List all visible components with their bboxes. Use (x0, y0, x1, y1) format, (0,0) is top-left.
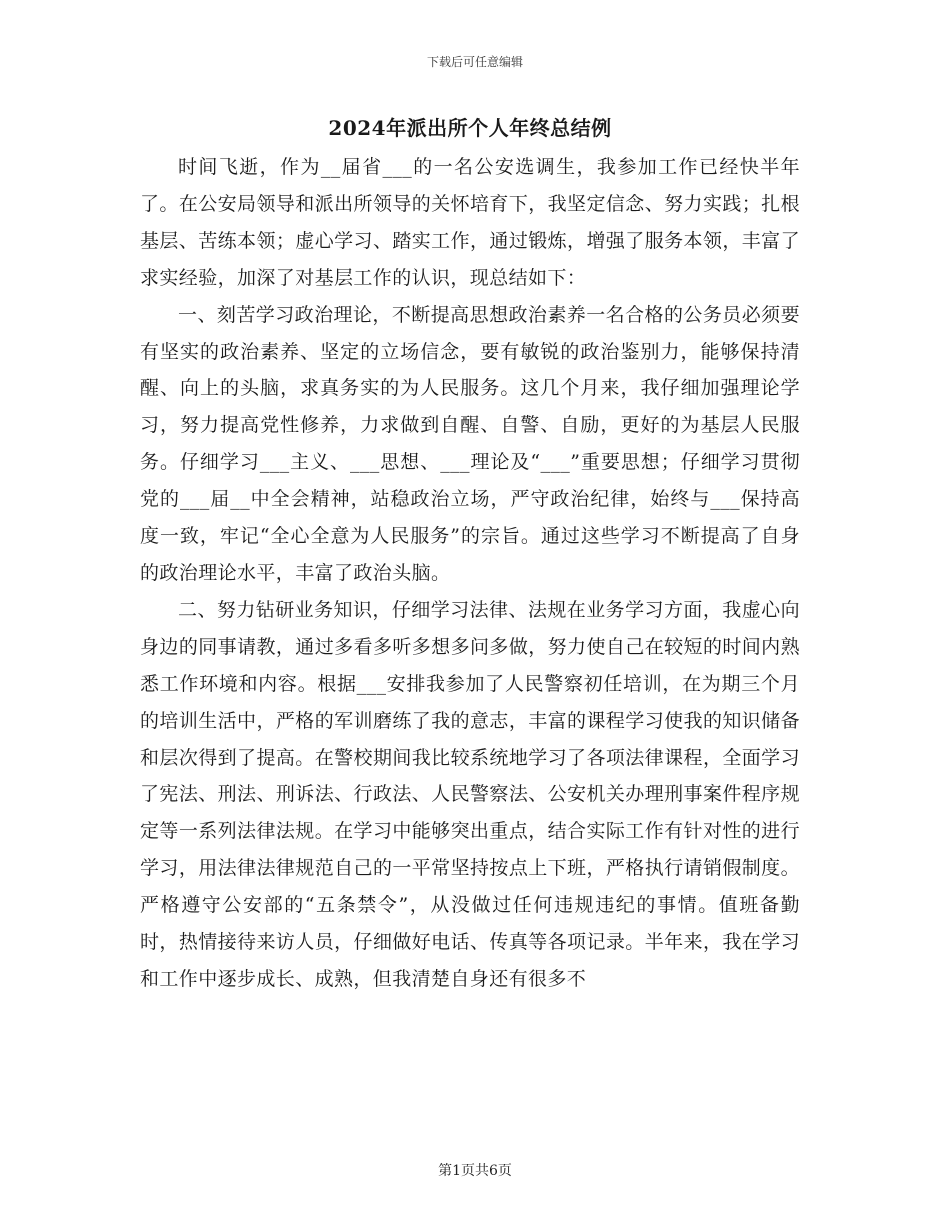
paragraph-intro: 时间飞逝，作为__届省___的一名公安选调生，我参加工作已经快半年了。在公安局领导和派出所领导的关怀培育下，我坚定信念、努力实践；扎根基层、苦练本领；虚心学习、踏实工作，通过锻炼，增强了服务本领，丰富了求实经验，加深了对基层工作的认识，现总结如下： (140, 156, 800, 289)
page-number: 第1页共6页 (438, 1163, 512, 1179)
page-header-note: 下载后可任意编辑 (426, 55, 523, 69)
paragraph-section-one: 一、刻苦学习政治理论，不断提高思想政治素养一名合格的公务员必须要有坚实的政治素养、坚定的立场信念，要有敏锐的政治鉴别力，能够保持清醒、向上的头脑，求真务实的为人民服务。这几个月来，我仔细加强理论学习，努力提高党性修养，力求做到自醒、自警、自励，更好的为基层人民服务。仔细学习___主义、___思想、___理论及“___”重要思想；仔细学习贯彻党的___届__中全会精神，站稳政治立场，严守政治纪律，始终与___保持高度一致，牢记“全心全意为人民服务”的宗旨。通过这些学习不断提高了自身的政治理论水平，丰富了政治头脑。 (140, 303, 800, 584)
paragraph-section-two: 二、努力钻研业务知识，仔细学习法律、法规在业务学习方面，我虚心向身边的同事请教，通过多看多听多想多问多做，努力使自己在较短的时间内熟悉工作环境和内容。根据___安排我参加了人民警察初任培训，在为期三个月的培训生活中，严格的军训磨练了我的意志，丰富的课程学习使我的知识储备和层次得到了提高。在警校期间我比较系统地学习了各项法律课程，全面学习了宪法、刑法、刑诉法、行政法、人民警察法、公安机关办理刑事案件程序规定等一系列法律法规。在学习中能够突出重点，结合实际工作有针对性的进行学习，用法律法律规范自己的一平常坚持按点上下班，严格执行请销假制度。严格遵守公安部的“五条禁令”，从没做过任何违规违纪的事情。值班备勤时，热情接待来访人员，仔细做好电话、传真等各项记录。半年来，我在学习和工作中逐步成长、成熟，但我清楚自身还有很多不 (140, 598, 800, 990)
document-body (140, 113, 800, 998)
document-title: 2024年派出所个人年终总结例 (328, 116, 612, 140)
